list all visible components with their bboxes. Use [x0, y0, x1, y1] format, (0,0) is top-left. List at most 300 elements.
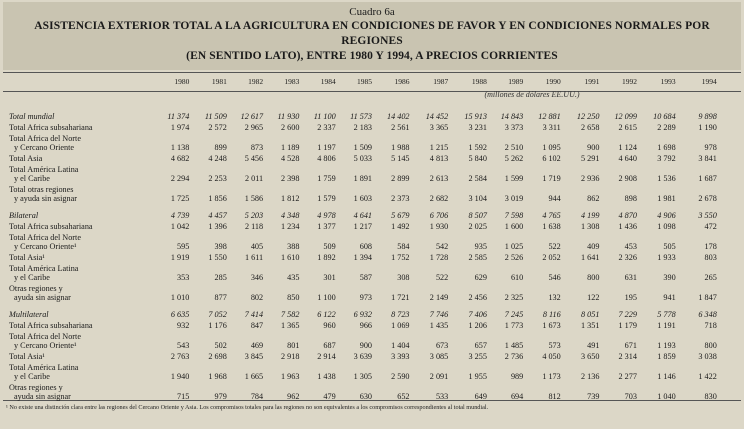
- row-label: [9, 233, 81, 251]
- table-cell: 1 234: [280, 222, 300, 231]
- table-cell: 629: [474, 273, 487, 282]
- row-label-line: y el Caribe: [14, 174, 50, 183]
- table-header: [3, 2, 741, 70]
- table-cell: 694: [510, 392, 524, 401]
- table-cell: 1 176: [208, 321, 227, 330]
- table-cell: 4 739: [170, 211, 190, 220]
- table-cell: 1 721: [391, 293, 410, 302]
- table-cell: 1 599: [504, 174, 524, 183]
- table-cell: 1 394: [353, 253, 372, 262]
- table-cell: 5 840: [468, 154, 487, 163]
- table-cell: 2 337: [317, 123, 336, 132]
- table-cell: 6 706: [429, 211, 449, 220]
- table-cell: 6 932: [353, 310, 372, 319]
- year-header-1981: 1981: [211, 77, 227, 86]
- table-cell: 1 377: [317, 222, 336, 231]
- table-cell: 812: [548, 392, 561, 401]
- table-cell: 2 294: [170, 174, 190, 183]
- table-cell: 2 289: [657, 123, 676, 132]
- table-cell: 3 393: [391, 352, 410, 361]
- table-cell: 509: [323, 242, 336, 251]
- table-cell: 1 603: [353, 194, 372, 203]
- row-label: [9, 154, 42, 163]
- table-cell: 1 611: [244, 253, 264, 262]
- table-cell: 8 507: [468, 211, 487, 220]
- table-cell: 1 095: [542, 143, 561, 152]
- table-cell: 1 193: [657, 341, 676, 350]
- table-cell: 7 414: [244, 310, 264, 319]
- table-cell: 390: [663, 273, 676, 282]
- table-cell: 652: [397, 392, 410, 401]
- table-cell: 2 253: [208, 174, 227, 183]
- table-cell: 2 678: [698, 194, 717, 203]
- table-cell: 944: [548, 194, 561, 203]
- table-cell: 1 988: [391, 143, 410, 152]
- table-cell: 1 217: [353, 222, 372, 231]
- table-cell: 2 118: [244, 222, 264, 231]
- row-label: [9, 134, 81, 152]
- table-cell: 1 856: [208, 194, 227, 203]
- table-cell: 935: [474, 242, 487, 251]
- table-cell: 1 610: [280, 253, 300, 262]
- year-header-1993: 1993: [660, 77, 676, 86]
- row-label-line: Total América Latina: [9, 165, 79, 174]
- table-cell: 2 136: [581, 372, 600, 381]
- table-cell: 687: [323, 341, 336, 350]
- table-cell: 178: [704, 242, 717, 251]
- year-header-1986: 1986: [394, 77, 410, 86]
- table-cell: 1 436: [618, 222, 637, 231]
- table-cell: 14 452: [425, 112, 449, 121]
- table-cell: 784: [250, 392, 264, 401]
- table-cell: 3 650: [581, 352, 600, 361]
- table-cell: 1 509: [353, 143, 372, 152]
- table-cell: 3 845: [244, 352, 264, 361]
- table-cell: 1 308: [581, 222, 600, 231]
- table-cell: 900: [587, 143, 600, 152]
- year-header-1987: 1987: [433, 77, 449, 86]
- table-cell: 7 245: [504, 310, 524, 319]
- table-cell: 479: [323, 392, 336, 401]
- table-cell: 265: [704, 273, 717, 282]
- row-label-line: Total Asia: [9, 154, 43, 163]
- row-label-line: Total Africa subsahariana: [9, 321, 93, 330]
- table-cell: 7 229: [618, 310, 637, 319]
- table-cell: 533: [435, 392, 449, 401]
- table-cell: 973: [359, 293, 372, 302]
- year-header-1988: 1988: [471, 77, 487, 86]
- table-cell: 595: [177, 242, 190, 251]
- table-cell: 469: [250, 341, 264, 350]
- table-cell: 2 584: [468, 174, 487, 183]
- table-cell: 2 183: [353, 123, 372, 132]
- table-cell: 1 305: [353, 372, 372, 381]
- table-cell: 5 679: [391, 211, 410, 220]
- table-cell: 1 492: [391, 222, 410, 231]
- row-label: [9, 383, 71, 401]
- table-cell: 522: [548, 242, 561, 251]
- table-cell: 7 582: [280, 310, 300, 319]
- row-label-line: y Cercano Oriente: [14, 143, 75, 152]
- table-cell: 862: [587, 194, 600, 203]
- row-label-line: Total América Latina: [9, 264, 79, 273]
- table-cell: 802: [250, 293, 264, 302]
- table-cell: 11 509: [204, 112, 227, 121]
- table-cell: 1 919: [170, 253, 190, 262]
- table-cell: 4 906: [657, 211, 676, 220]
- row-label: [9, 321, 93, 330]
- table-cell: 543: [177, 341, 190, 350]
- table-cell: 9 898: [698, 112, 717, 121]
- table-cell: 1 124: [618, 143, 637, 152]
- row-label-line: Total Africa del Norte: [9, 134, 81, 143]
- row-label-line: Total mundial: [9, 112, 55, 121]
- table-cell: 1 638: [542, 222, 561, 231]
- table-cell: 3 639: [353, 352, 372, 361]
- row-label: [9, 253, 45, 262]
- table-cell: 1 191: [657, 321, 676, 330]
- table-cell: 7 598: [504, 211, 524, 220]
- table-cell: 4 978: [317, 211, 336, 220]
- table-cell: 522: [435, 273, 449, 282]
- table-cell: 132: [548, 293, 561, 302]
- table-cell: 715: [177, 392, 190, 401]
- table-cell: 6 348: [698, 310, 717, 319]
- table-cell: 900: [359, 341, 372, 350]
- row-label-line: y ayuda sin asignar: [14, 194, 77, 203]
- table-cell: 800: [587, 273, 600, 282]
- table-cell: 1 891: [353, 174, 372, 183]
- year-header-1989: 1989: [508, 77, 524, 86]
- table-cell: 7 052: [208, 310, 227, 319]
- table-cell: 2 314: [618, 352, 637, 361]
- table-cell: 2 600: [280, 123, 300, 132]
- table-cell: 6 635: [170, 310, 190, 319]
- table-cell: 308: [397, 273, 410, 282]
- table-cell: 1 206: [468, 321, 487, 330]
- table-cell: 2 590: [391, 372, 410, 381]
- table-cell: 1 641: [581, 253, 600, 262]
- table-cell: 1 752: [391, 253, 410, 262]
- table-cell: 1 812: [280, 194, 300, 203]
- table-cell: 1 940: [170, 372, 190, 381]
- table-cell: 11 374: [167, 112, 190, 121]
- table-cell: 7 746: [429, 310, 449, 319]
- row-label-line: Total América Latina: [9, 363, 79, 372]
- row-label-line: Bilateral: [9, 211, 39, 220]
- table-cell: 2 326: [618, 253, 637, 262]
- table-cell: 2 025: [468, 222, 487, 231]
- table-cell: 12 250: [576, 112, 600, 121]
- table-cell: 830: [704, 392, 717, 401]
- table-cell: 3 231: [468, 123, 487, 132]
- table-cell: 877: [214, 293, 227, 302]
- table-cell: 718: [704, 321, 717, 330]
- table-cell: 5 291: [581, 154, 600, 163]
- table-cell: 898: [624, 194, 637, 203]
- table-cell: 1 422: [698, 372, 717, 381]
- table-cell: 1 687: [698, 174, 717, 183]
- table-cell: 1 190: [698, 123, 717, 132]
- table-cell: 899: [214, 143, 227, 152]
- row-label: [9, 352, 45, 361]
- table-cell: 1 179: [618, 321, 637, 330]
- table-cell: 1 098: [657, 222, 676, 231]
- table-cell: 2 658: [581, 123, 600, 132]
- table-cell: 966: [359, 321, 372, 330]
- table-cell: 8 051: [581, 310, 600, 319]
- table-cell: 803: [704, 253, 717, 262]
- table-cell: 491: [587, 341, 600, 350]
- table-title-line-1: ASISTENCIA EXTERIOR TOTAL A LA AGRICULTURA EN CONDICIONES DE FAVOR Y EN CONDICIONES NORMALES POR REGIONES: [34, 20, 710, 47]
- year-header-1990: 1990: [545, 77, 561, 86]
- table-cell: 4 248: [208, 154, 227, 163]
- table-cell: 850: [287, 293, 300, 302]
- table-cell: 1 586: [244, 194, 264, 203]
- row-label-line: Otras regiones y: [9, 284, 63, 293]
- table-cell: 1 215: [429, 143, 449, 152]
- table-cell: 1 847: [698, 293, 717, 302]
- table-cell: 2 052: [542, 253, 561, 262]
- table-cell: 4 528: [280, 154, 300, 163]
- table-cell: 2 899: [391, 174, 410, 183]
- row-label-line: Total Africa subsahariana: [9, 222, 93, 231]
- table-cell: 388: [287, 242, 300, 251]
- table-cell: 353: [177, 273, 190, 282]
- table-cell: 4 765: [542, 211, 561, 220]
- table-cell: 12 617: [240, 112, 264, 121]
- table-cell: 1 728: [429, 253, 449, 262]
- table-cell: 657: [474, 341, 487, 350]
- table-cell: 4 640: [618, 154, 637, 163]
- table-cell: 1 974: [170, 123, 190, 132]
- table-cell: 301: [323, 273, 336, 282]
- table-cell: 631: [624, 273, 637, 282]
- table-cell: 2 613: [429, 174, 449, 183]
- table-cell: 1 404: [391, 341, 410, 350]
- table-cell: 2 698: [208, 352, 227, 361]
- table-cell: 2 736: [504, 352, 524, 361]
- table-cell: 2 149: [429, 293, 449, 302]
- table-cell: 472: [704, 222, 717, 231]
- table-cell: 941: [663, 293, 676, 302]
- year-header-1980: 1980: [174, 77, 190, 86]
- table-cell: 962: [287, 392, 300, 401]
- footnote: ¹ No existe una distinción clara entre las regiones del Cercano Oriente y Asia. Los compromisos totales para las regiones no son equivalentes a los compromisos correspondientes al total mundial.: [6, 404, 489, 411]
- table-cell: 542: [435, 242, 449, 251]
- table-cell: 584: [397, 242, 410, 251]
- table-cell: 6 102: [542, 154, 561, 163]
- table-cell: 1 138: [170, 143, 190, 152]
- table-cell: 4 813: [429, 154, 449, 163]
- table-cell: 1 933: [657, 253, 676, 262]
- table-cell: 14 843: [500, 112, 524, 121]
- table-cell: 1 146: [657, 372, 676, 381]
- table-title-line-2: (EN SENTIDO LATO), ENTRE 1980 Y 1994, A PRECIOS CORRIENTES: [186, 50, 558, 62]
- units-label: (millones de dólares EE.UU.): [484, 90, 580, 99]
- table-cell: 2 510: [504, 143, 524, 152]
- year-header-1991: 1991: [584, 77, 600, 86]
- table-cell: 2 615: [618, 123, 637, 132]
- table-cell: 1 069: [391, 321, 410, 330]
- table-cell: 2 965: [244, 123, 264, 132]
- row-label: [9, 332, 81, 350]
- table-cell: 2 373: [391, 194, 410, 203]
- table-cell: 1 040: [657, 392, 676, 401]
- table-cell: 453: [624, 242, 637, 251]
- row-label-line: Total Africa del Norte: [9, 233, 81, 242]
- table-cell: 14 402: [386, 112, 410, 121]
- table-cell: 3 255: [468, 352, 487, 361]
- table-cell: 435: [287, 273, 300, 282]
- row-label: [9, 310, 49, 319]
- table-cell: 405: [250, 242, 264, 251]
- table-cell: 2 682: [429, 194, 449, 203]
- table-cell: 649: [474, 392, 487, 401]
- table-cell: 4 348: [280, 211, 300, 220]
- table-cell: 1 197: [317, 143, 336, 152]
- table-cell: 546: [548, 273, 561, 282]
- row-label: [9, 222, 93, 231]
- table-cell: 10 684: [653, 112, 676, 121]
- table-number: Cuadro 6a: [349, 6, 395, 18]
- table-cell: 2 526: [504, 253, 524, 262]
- year-header-row: [3, 72, 741, 92]
- table-cell: 1 859: [657, 352, 676, 361]
- table-cell: 1 025: [504, 242, 524, 251]
- table-cell: 1 600: [504, 222, 524, 231]
- row-label-line: y el Caribe: [14, 273, 50, 282]
- table-cell: 12 099: [614, 112, 637, 121]
- table-cell: 3 365: [429, 123, 449, 132]
- table-cell: 8 116: [542, 310, 561, 319]
- table-cell: 2 936: [581, 174, 600, 183]
- table-cell: 873: [250, 143, 264, 152]
- table-cell: 1 698: [657, 143, 676, 152]
- table-cell: 1 100: [317, 293, 336, 302]
- table-cell: 1 438: [317, 372, 336, 381]
- row-label: [9, 284, 71, 302]
- table-cell: 1 665: [244, 372, 264, 381]
- table-cell: 1 963: [280, 372, 300, 381]
- row-label-line: ayuda sin asignar: [14, 392, 71, 401]
- table-cell: 1 719: [542, 174, 561, 183]
- table-cell: 3 085: [429, 352, 449, 361]
- table-cell: 5 203: [244, 211, 264, 220]
- table-cell: 5 778: [657, 310, 676, 319]
- table-cell: 1 365: [280, 321, 300, 330]
- row-label: [9, 165, 78, 183]
- table-cell: 800: [704, 341, 717, 350]
- table-cell: 4 870: [618, 211, 637, 220]
- row-label: [9, 112, 54, 121]
- table-cell: 2 572: [208, 123, 227, 132]
- table-cell: 3 550: [698, 211, 717, 220]
- table-cell: 1 955: [468, 372, 487, 381]
- year-header-1985: 1985: [357, 77, 372, 86]
- table-cell: 1 435: [429, 321, 449, 330]
- table-cell: 1 042: [170, 222, 190, 231]
- table-cell: 502: [214, 341, 227, 350]
- row-label-line: Total otras regiones: [9, 185, 74, 194]
- table-cell: 1 892: [317, 253, 336, 262]
- row-label-line: y Cercano Oriente¹: [14, 242, 77, 251]
- table-cell: 2 561: [391, 123, 410, 132]
- table-cell: 3 841: [698, 154, 717, 163]
- row-label-line: Total Asia¹: [9, 253, 45, 262]
- table-cell: 978: [704, 143, 717, 152]
- table-cell: 1 759: [317, 174, 336, 183]
- table-cell: 1 485: [504, 341, 524, 350]
- table-cell: 3 019: [504, 194, 524, 203]
- table-cell: 1 396: [208, 222, 227, 231]
- table-cell: 398: [214, 242, 227, 251]
- table-cell: 1 592: [468, 143, 487, 152]
- row-label: [9, 123, 93, 132]
- table-cell: 587: [359, 273, 372, 282]
- year-header-1983: 1983: [284, 77, 300, 86]
- table-cell: 2 011: [244, 174, 264, 183]
- year-header-1992: 1992: [621, 77, 637, 86]
- table-cell: 1 536: [657, 174, 676, 183]
- table-cell: 3 373: [504, 123, 524, 132]
- row-label-line: Multilateral: [9, 310, 49, 319]
- table-cell: 1 981: [657, 194, 676, 203]
- table-cell: 2 763: [170, 352, 190, 361]
- table-cell: 11 930: [277, 112, 300, 121]
- table-cell: 2 456: [468, 293, 487, 302]
- table-cell: 195: [624, 293, 637, 302]
- table-cell: 8 723: [391, 310, 410, 319]
- table-cell: 847: [250, 321, 264, 330]
- table-cell: 4 457: [208, 211, 227, 220]
- table-cell: 1 673: [542, 321, 561, 330]
- table-cell: 1 968: [208, 372, 227, 381]
- row-label-line: Total Africa subsahariana: [9, 123, 93, 132]
- table-cell: 1 010: [170, 293, 190, 302]
- table-cell: 3 311: [542, 123, 561, 132]
- year-header-1994: 1994: [701, 77, 717, 86]
- table-cell: 703: [624, 392, 637, 401]
- table-cell: 505: [663, 242, 676, 251]
- table-cell: 5 456: [244, 154, 264, 163]
- table-cell: 801: [287, 341, 300, 350]
- table-cell: 610: [510, 273, 524, 282]
- table-cell: 12 881: [538, 112, 561, 121]
- table-cell: 1 773: [504, 321, 524, 330]
- table-cell: 1 725: [170, 194, 190, 203]
- table-cell: 4 050: [542, 352, 561, 361]
- table-cell: 11 100: [313, 112, 336, 121]
- table-cell: 2 585: [468, 253, 487, 262]
- table-cell: 932: [177, 321, 190, 330]
- table-cell: 960: [323, 321, 336, 330]
- table-cell: 3 792: [657, 154, 676, 163]
- table-cell: 4 641: [353, 211, 372, 220]
- table-cell: 2 277: [618, 372, 637, 381]
- row-label-line: Otras regiones y: [9, 383, 63, 392]
- table-cell: 979: [214, 392, 227, 401]
- row-label: [9, 264, 78, 282]
- row-label-line: y el Caribe: [14, 372, 50, 381]
- table-cell: 1 351: [581, 321, 600, 330]
- table-cell: 2 914: [317, 352, 336, 361]
- table-cell: 5 262: [504, 154, 524, 163]
- table-cell: 739: [587, 392, 600, 401]
- table-cell: 4 682: [170, 154, 190, 163]
- table-cell: 6 122: [317, 310, 336, 319]
- table-cell: 671: [624, 341, 637, 350]
